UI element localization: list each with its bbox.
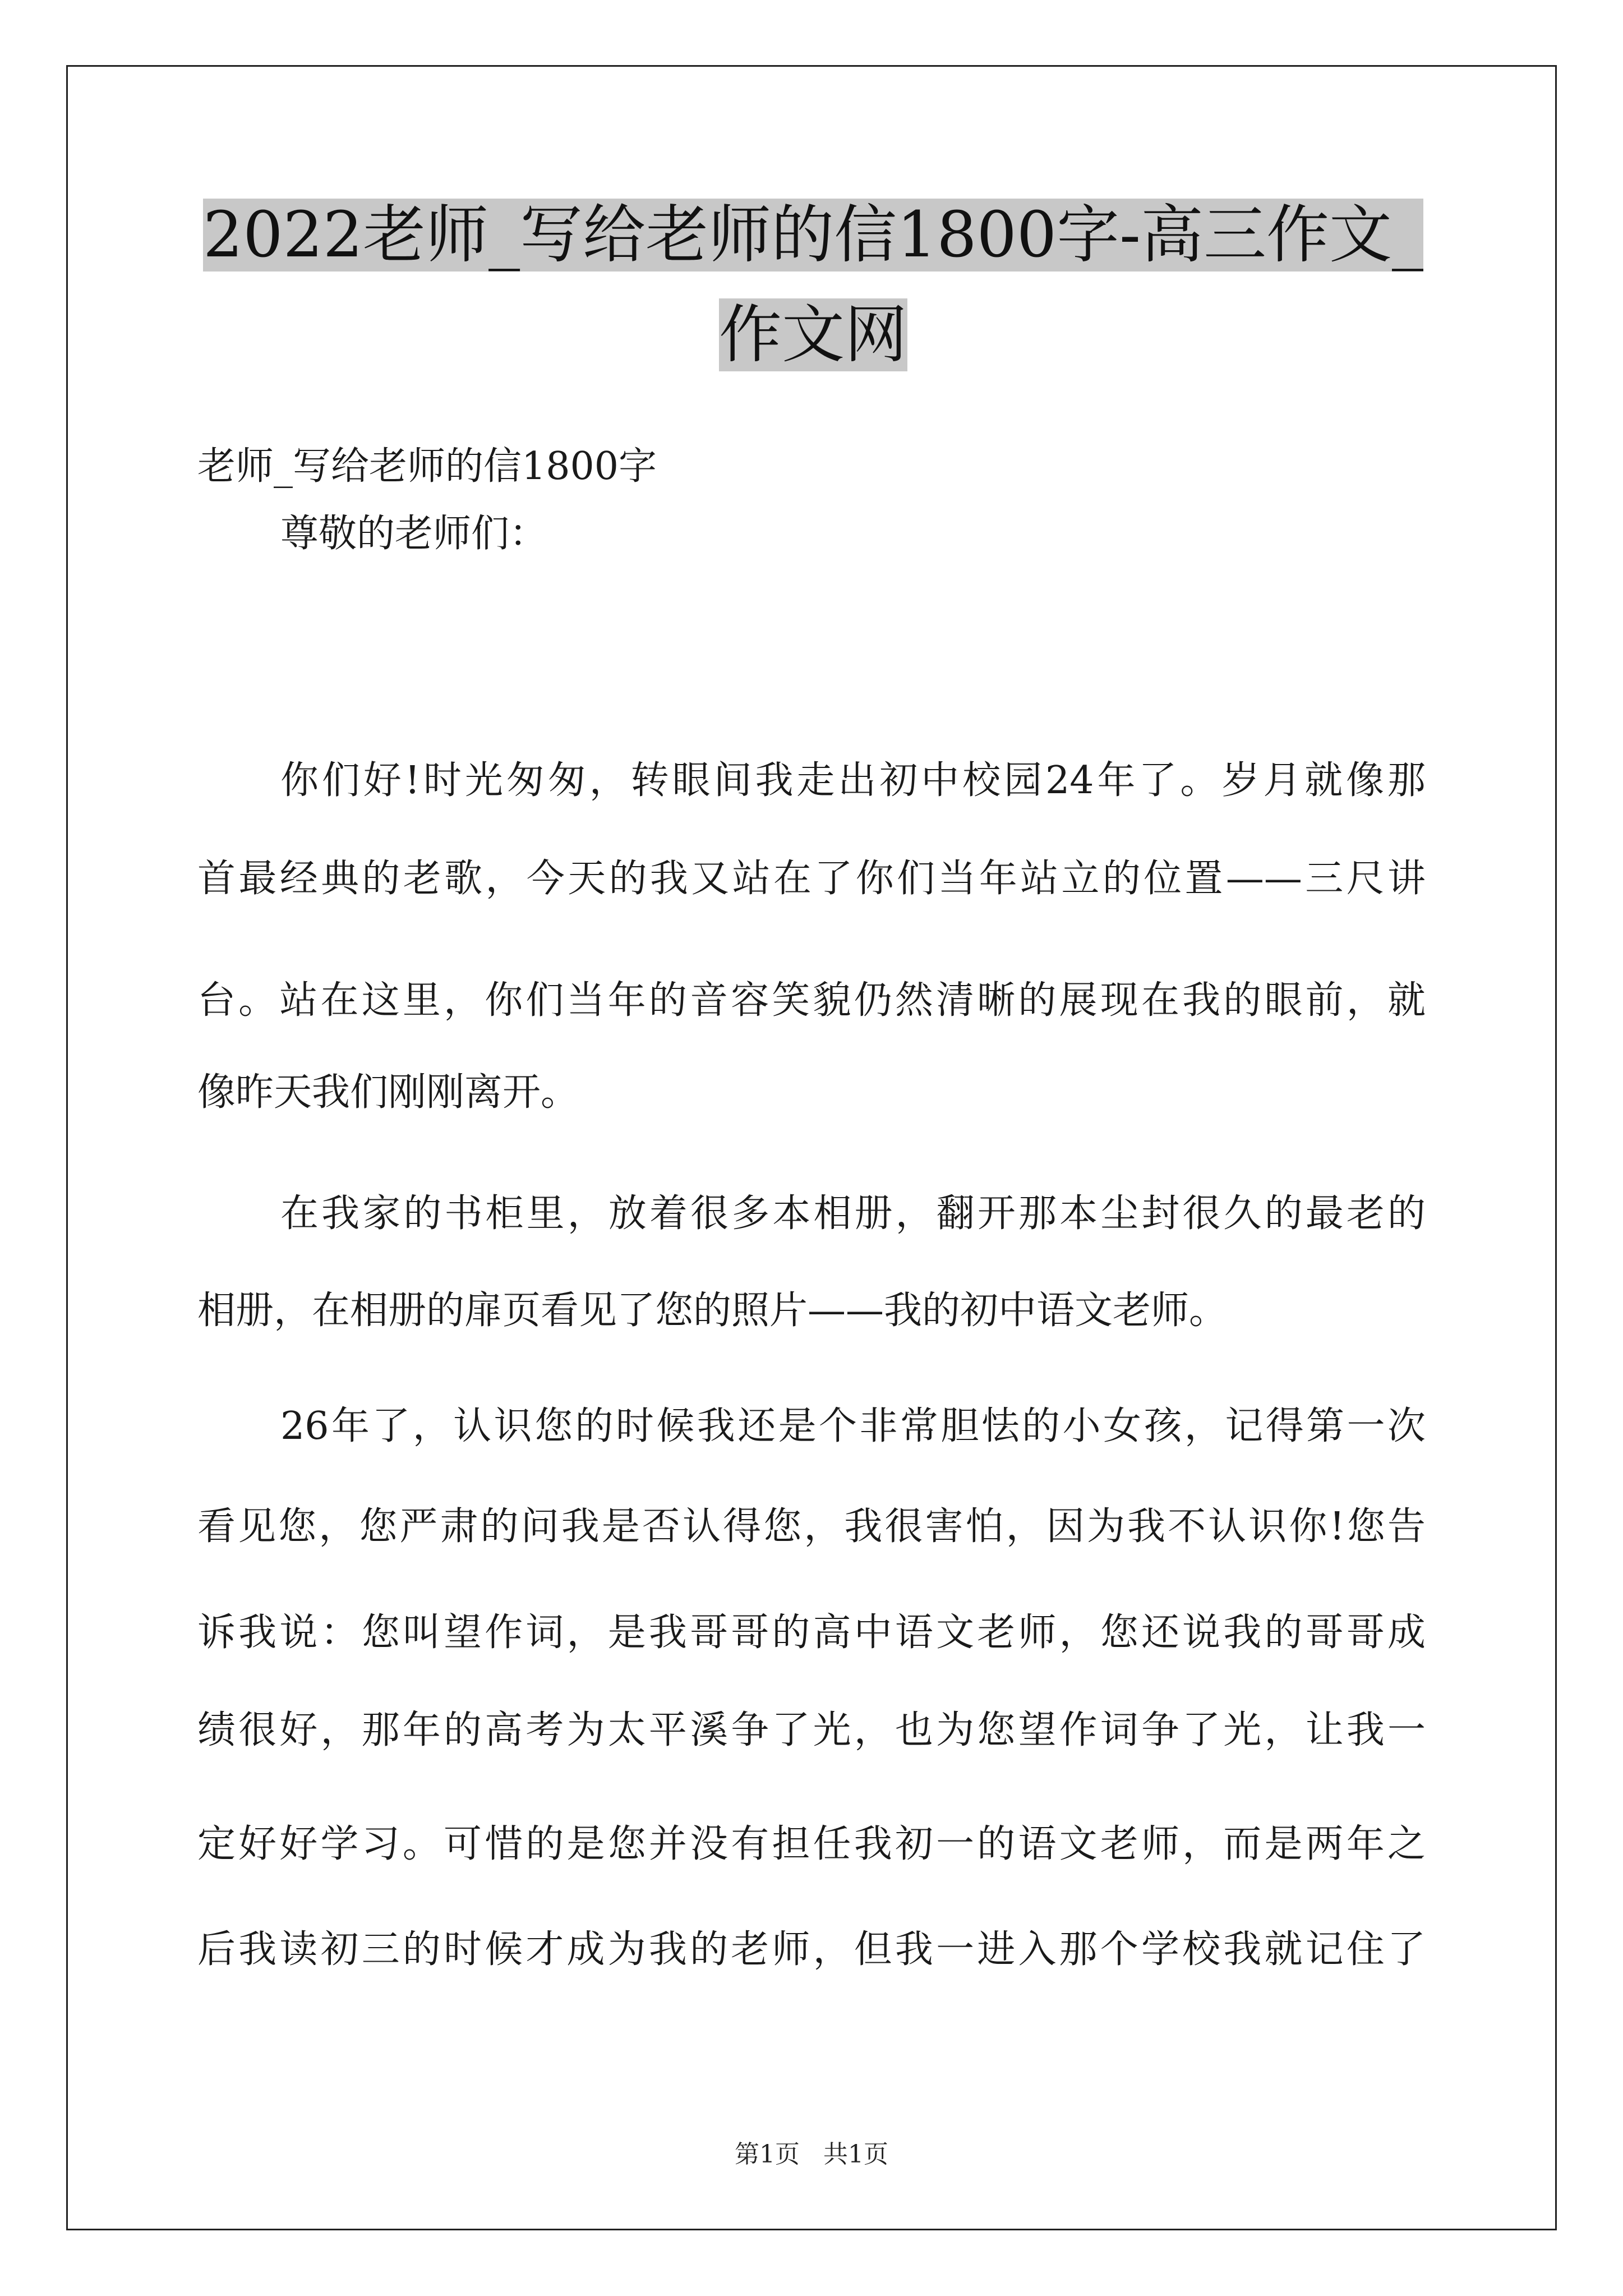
paragraph-line: 首最经典的老歌，今天的我又站在了你们当年站立的位置——三尺讲: [197, 857, 1426, 901]
paragraph-line: 后我读初三的时候才成为我的老师，但我一进入那个学校我就记住了: [197, 1927, 1426, 1972]
page-footer: 第1页 共1页: [735, 2140, 888, 2169]
salutation: 尊敬的老师们：: [280, 512, 548, 556]
document-subtitle: 老师_写给老师的信1800字: [197, 444, 657, 489]
paragraph-line: 看见您，您严肃的问我是否认得您，我很害怕，因为我不认识你!您告: [197, 1504, 1426, 1549]
paragraph-line: 定好好学习。可惜的是您并没有担任我初一的语文老师，而是两年之: [197, 1822, 1426, 1866]
paragraph-line: 像昨天我们刚刚离开。: [197, 1070, 579, 1115]
paragraph-line: 绩很好，那年的高考为太平溪争了光，也为您望作词争了光，让我一: [197, 1708, 1426, 1752]
page-border: [66, 65, 1557, 2230]
document-title-block: [191, 185, 1436, 385]
document-title: 2022老师_写给老师的信1800字-高三作文_作文网: [203, 199, 1423, 371]
paragraph-line: 你们好!时光匆匆，转眼间我走出初中校园24年了。岁月就像那: [280, 758, 1426, 803]
paragraph-line: 诉我说：您叫望作词，是我哥哥的高中语文老师，您还说我的哥哥成: [197, 1611, 1426, 1655]
paragraph-line: 台。站在这里，你们当年的音容笑貌仍然清晰的展现在我的眼前，就: [197, 978, 1426, 1023]
paragraph-line: 26年了，认识您的时候我还是个非常胆怯的小女孩，记得第一次: [280, 1404, 1426, 1448]
paragraph-line: 相册，在相册的扉页看见了您的照片——我的初中语文老师。: [197, 1289, 1228, 1333]
paragraph-line: 在我家的书柜里，放着很多本相册，翻开那本尘封很久的最老的: [280, 1191, 1426, 1236]
